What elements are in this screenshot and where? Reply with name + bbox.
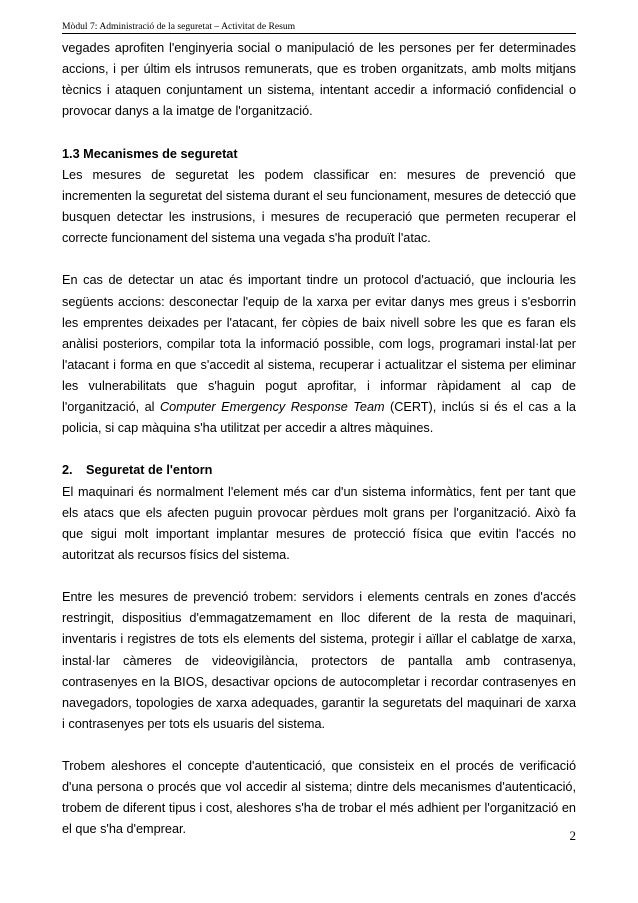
cert-name-italic: Computer Emergency Response Team — [159, 400, 385, 414]
paragraph-text: (CERT), inclús si és el cas a la policia, si cap màquina s'ha utilitzat per accedir a altres màquines. — [62, 400, 576, 436]
page-number: 2 — [569, 828, 576, 843]
section-2-paragraph-1: El maquinari és normalment l'element més car d'un sistema informàtics, fent per tant que els atacs que els afecten puguin provocar pèrdues molt grans per l'organització. Això fa que sigui molt important implantar mesures de protecció física que evitin l'accés no autoritzat als recursos físics del sistema. — [62, 484, 576, 562]
intro-paragraph: vegades aprofiten l'enginyeria social o manipulació de les persones per fer determinades accions, i per últim els intrusos remunerats, que es troben organitzats, amb molts mitjans tècnics i ataquen conjuntament un sistema, intentant accedir a informació confidencial o provocar danys a la imatge de l'organització. — [62, 41, 576, 119]
header-divider — [62, 33, 576, 34]
section-2-title: Seguretat de l'entorn — [86, 463, 213, 478]
paragraph-text: En cas de detectar un atac és important tindre un protocol d'actuació, que inclouria les següents accions: desconectar l'equip de la xarxa per evitar danys mes greus i s'esborrin les emprentes deixades per l'atacant, fer còpies de baix nivell sobre les que es faran els anàlisi posteriors, compilar tota la informació possible, com logs, programari instal·lat per l'atacant i forma en que s'accedit al sistema, recuperar i actualitzar el sistema per eliminar les vulnerabilitats que s'haguin pogut aprofitar, i informar ràpidament al cap de l'organització, al — [62, 273, 576, 414]
running-header: Mòdul 7: Administració de la seguretat – Activitat de Resum — [62, 21, 296, 32]
section-2-number: 2. — [62, 463, 73, 478]
section-2-heading — [62, 460, 576, 481]
page-body — [62, 38, 576, 862]
section-1-3-paragraph-2 — [62, 270, 576, 439]
section-2-paragraph-2: Entre les mesures de prevenció trobem: servidors i elements centrals en zones d'accés restringit, dispositius d'emmagatzemament en lloc diferent de la resta de maquinari, inventaris i registres de tots els elements del sistema, protegir i aïllar el cablatge de xarxa, instal·lar càmeres de videovigilància, protectors de pantalla amb contrasenya, contrasenyes en la BIOS, desactivar opcions de autocompletar i recordar contrasenyes en navegadors, topologies de xarxa adequades, garantir la seguretats del maquinari de xarxa i contrasenyes per tots els usuaris del sistema. — [62, 590, 576, 731]
section-1-3-paragraph-1: Les mesures de seguretat les podem classificar en: mesures de prevenció que incrementen la seguretat del sistema durant el seu funcionament, mesures de detecció que busquen detectar les instrusions, i mesures de recuperació que permeten recuperar el correcte funcionament del sistema una vegada s'ha produït l'atac. — [62, 167, 576, 246]
section-1-3-heading: 1.3 Mecanismes de seguretat — [62, 146, 238, 161]
section-2-paragraph-3: Trobem aleshores el concepte d'autenticació, que consisteix en el procés de verificació d'una persona o procés que vol accedir al sistema; dintre dels mecanismes d'autenticació, trobem de diferent tipus i cost, aleshores s'ha de trobar el més adhient per l'organització en el que s'ha d'emprear. — [62, 759, 576, 837]
